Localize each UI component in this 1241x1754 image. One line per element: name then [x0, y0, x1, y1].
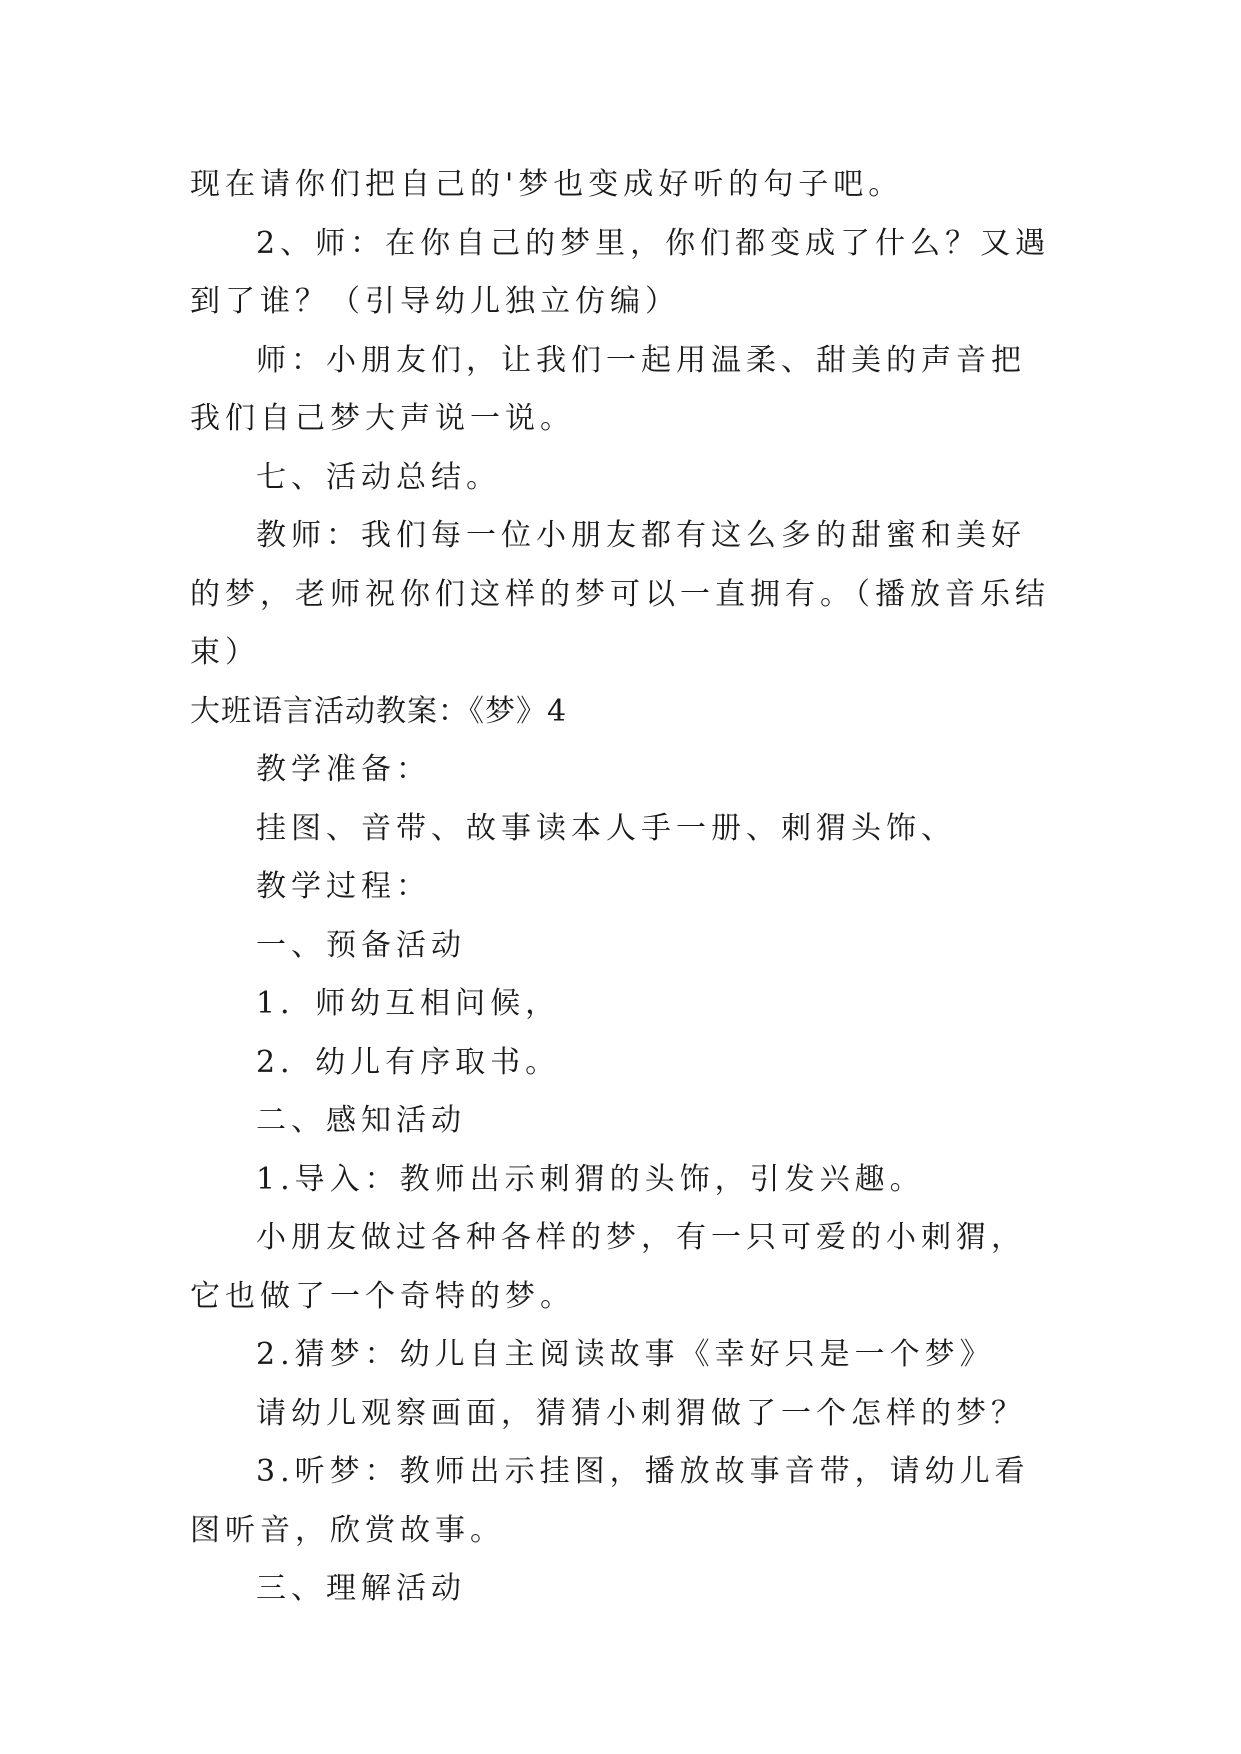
- paragraph-hedgehog-dream: 小朋友做过各种各样的梦，有一只可爱的小刺猬，它也做了一个奇特的梦。: [190, 1220, 1026, 1314]
- paragraph-teacher-prompt: 师：小朋友们，让我们一起用温柔、甜美的声音把我们自己梦大声说一说。: [190, 342, 1026, 436]
- section-comprehension-activity: 三、理解活动: [256, 1571, 466, 1606]
- list-item-take-books: 2．幼儿有序取书。: [256, 1044, 561, 1080]
- lesson-title: 大班语言活动教案：《梦》4: [190, 693, 568, 729]
- document-page: [190, 156, 1056, 1619]
- list-item-guess-dream: 2.猜梦：幼儿自主阅读故事《幸好只是一个梦》: [256, 1337, 995, 1372]
- section-teaching-preparation: 教学准备：: [256, 752, 431, 787]
- list-item-greeting: 1．师幼互相问候，: [256, 986, 561, 1021]
- paragraph-materials: 挂图、音带、故事读本人手一册、刺猬头饰、: [256, 810, 956, 846]
- paragraph-teacher-closing: 教师：我们每一位小朋友都有这么多的甜蜜和美好的梦，老师祝你们这样的梦可以一直拥有。（播放音乐结束）: [190, 518, 1050, 670]
- section-perception-activity: 二、感知活动: [256, 1103, 466, 1138]
- list-item-listen-dream: 3.听梦：教师出示挂图，播放故事音带，请幼儿看图听音，欣赏故事。: [190, 1454, 1030, 1548]
- paragraph-continuation: 现在请你们把自己的'梦也变成好听的句子吧。: [190, 167, 904, 202]
- section-teaching-process: 教学过程：: [256, 869, 431, 904]
- list-item-introduction: 1.导入：教师出示刺猬的头饰，引发兴趣。: [256, 1161, 925, 1197]
- section-activity-summary: 七、活动总结。: [256, 459, 501, 495]
- paragraph-teacher-question: 2、师：在你自己的梦里，你们都变成了什么？又遇到了谁？（引导幼儿独立仿编）: [190, 225, 1051, 319]
- section-preparatory-activity: 一、预备活动: [256, 927, 466, 963]
- paragraph-observe-pictures: 请幼儿观察画面，猜猜小刺猬做了一个怎样的梦？: [256, 1395, 1026, 1431]
